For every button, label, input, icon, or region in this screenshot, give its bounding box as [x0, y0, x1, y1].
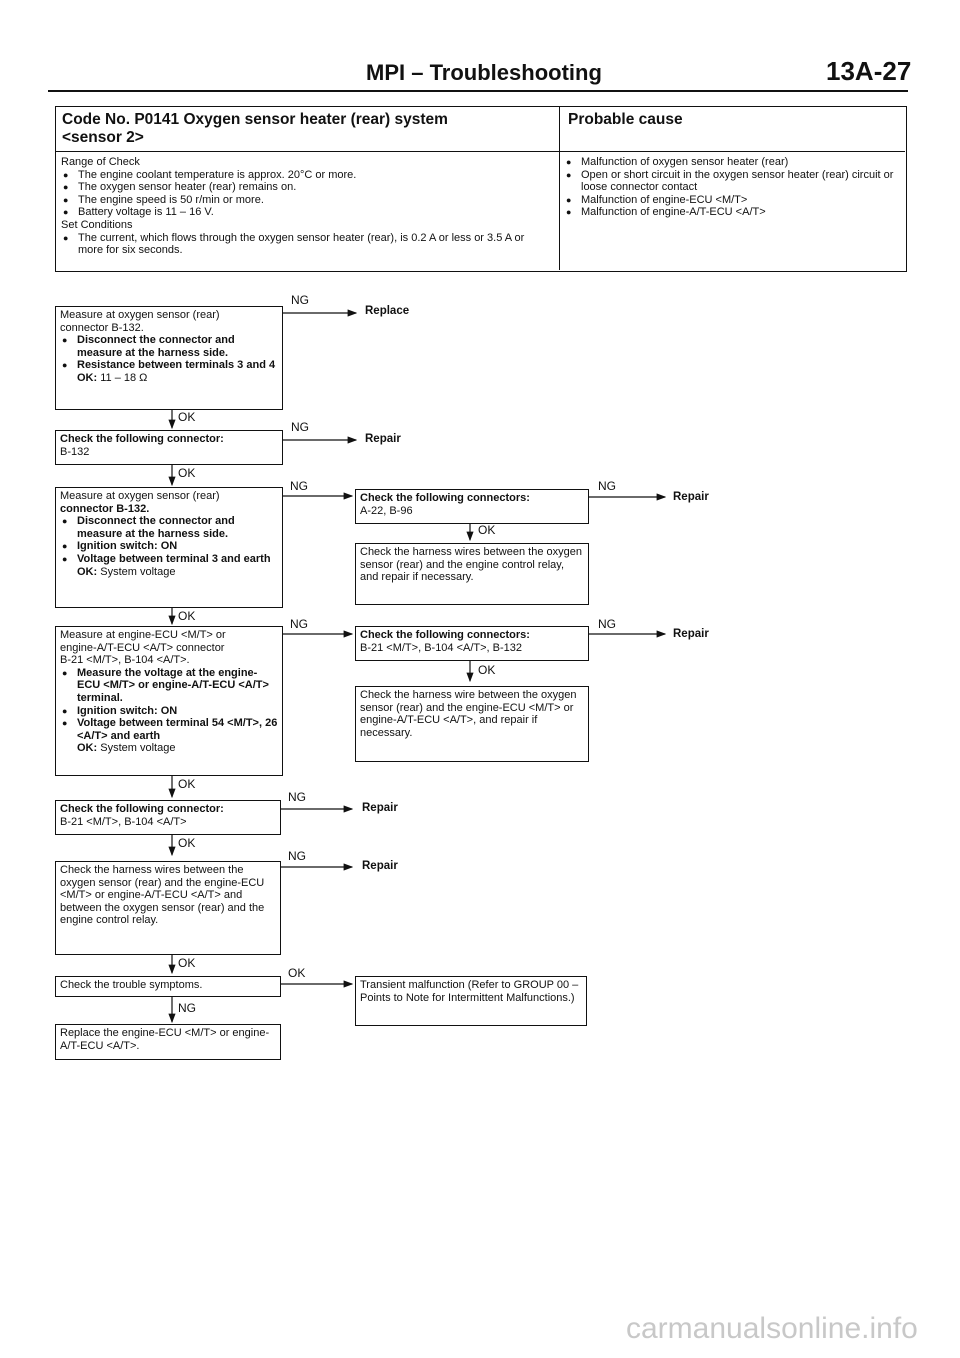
step3-branch-title: Check the following connectors: — [360, 492, 530, 504]
cause-item: ● Open or short circuit in the oxygen sensor heater (rear) circuit or loose connector contact — [564, 169, 899, 194]
step2-ok-flow-label: OK — [178, 466, 196, 480]
step3-line: Measure at oxygen sensor (rear) — [60, 490, 220, 502]
step3-box — [55, 487, 283, 608]
step1-ok-row — [60, 372, 278, 385]
step3-line: connector B-132. — [60, 502, 150, 515]
step4-branch-ng-label: NG — [598, 617, 616, 631]
step7-text: Check the trouble symptoms. — [60, 979, 203, 991]
step4-bullet: ● Voltage between terminal 54 <M/T>, 26 <A/T> and earth — [60, 717, 278, 742]
step1-box — [55, 306, 283, 410]
step4-line: Measure at engine-ECU <M/T> or — [60, 629, 226, 641]
step4-branch-ok-text: Check the harness wire between the oxygen sensor (rear) and the engine-ECU <M/T> or engine-A/T-ECU <A/T>, and repair if necessary. — [360, 689, 577, 739]
step4-bullets — [60, 667, 278, 743]
step5-title: Check the following connector: — [60, 803, 224, 815]
step5-sub: B-21 <M/T>, B-104 <A/T> — [60, 815, 187, 828]
step3-branch-ng-label: NG — [598, 479, 616, 493]
step1-ng-result: Replace — [365, 305, 410, 317]
step4-branch-ok-box — [355, 686, 589, 762]
step1-ok-value: 11 – 18 Ω — [100, 371, 148, 384]
code-title-line1: Code No. P0141 Oxygen sensor heater (rear) system — [62, 111, 448, 128]
step3-branch-ok-label: OK — [478, 523, 496, 537]
step4-box — [55, 626, 283, 776]
cause-item: ● Malfunction of engine-A/T-ECU <A/T> — [564, 206, 899, 219]
step3-branch-ok-text: Check the harness wires between the oxygen sensor (rear) and the engine control relay, and repair if necessary. — [360, 546, 582, 584]
step1-bullet: ● Resistance between terminals 3 and 4 — [60, 359, 278, 372]
watermark: carmanualsonline.info — [626, 1312, 918, 1345]
step2-ng-result: Repair — [365, 433, 401, 445]
step3-ok-label: OK: — [77, 565, 98, 578]
step2-ng-label: NG — [291, 420, 309, 434]
step3-bullets — [60, 515, 278, 565]
step1-ok-label: OK: — [77, 371, 98, 384]
step4-bullet: ● Measure the voltage at the engine-ECU <M/T> or engine-A/T-ECU <A/T> terminal. — [60, 667, 278, 705]
step2-sub: B-132 — [60, 445, 90, 458]
step7-ok-box — [355, 976, 587, 1026]
step4-ng-label: NG — [290, 617, 308, 631]
step1-line: connector B-132. — [60, 321, 144, 334]
step8-text: Replace the engine-ECU <M/T> or engine-A/T-ECU <A/T>. — [60, 1027, 270, 1052]
step4-ok-flow-label: OK — [178, 777, 196, 791]
step1-line: Measure at oxygen sensor (rear) — [60, 309, 220, 321]
step7-ok-result: Transient malfunction (Refer to GROUP 00 – Points to Note for Intermittent Malfunctions.) — [360, 979, 579, 1004]
step6-ng-result: Repair — [362, 860, 398, 872]
step4-line: B-21 <M/T>, B-104 <A/T>. — [60, 654, 190, 667]
step3-ok-flow-label: OK — [178, 609, 196, 623]
code-title-line2: <sensor 2> — [62, 129, 144, 146]
probable-cause-header: Probable cause — [568, 111, 683, 128]
step2-box — [55, 430, 283, 465]
step3-branch-ok-box — [355, 543, 589, 605]
step6-ng-label: NG — [288, 849, 306, 863]
range-item: ● Battery voltage is 11 – 16 V. — [61, 206, 551, 219]
step1-ng-label: NG — [291, 293, 309, 307]
step1-ok-flow-label: OK — [178, 410, 196, 424]
step7-ok-label: OK — [288, 966, 306, 980]
step3-branch-box — [355, 489, 589, 524]
step1-bullet: ● Disconnect the connector and measure at the harness side. — [60, 334, 278, 359]
step3-branch-sub: A-22, B-96 — [360, 504, 413, 517]
step5-ok-flow-label: OK — [178, 836, 196, 850]
step5-ng-label: NG — [288, 790, 306, 804]
step4-ok-value: System voltage — [100, 742, 176, 755]
range-of-check-label: Range of Check — [61, 156, 140, 168]
step4-line: engine-A/T-ECU <A/T> connector — [60, 641, 225, 654]
step1-bullets — [60, 334, 278, 372]
range-item: ● The engine speed is 50 r/min or more. — [61, 194, 551, 207]
range-item: ● The oxygen sensor heater (rear) remains on. — [61, 181, 551, 194]
step3-bullet: ● Ignition switch: ON — [60, 540, 278, 553]
step4-branch-title: Check the following connectors: — [360, 629, 530, 641]
step6-ok-flow-label: OK — [178, 956, 196, 970]
step4-branch-sub: B-21 <M/T>, B-104 <A/T>, B-132 — [360, 641, 523, 654]
step6-text: Check the harness wires between the oxygen sensor (rear) and the engine-ECU <M/T> or engine-A/T-ECU <A/T> and between the oxygen sensor (rear) and the engine control relay. — [60, 864, 265, 927]
step3-bullet: ● Voltage between terminal 3 and earth — [60, 553, 278, 566]
step5-box — [55, 800, 281, 835]
set-item: ● The current, which flows through the oxygen sensor heater (rear), is 0.2 A or less or 3.5 A or more for six seconds. — [61, 232, 551, 257]
step3-bullet: ● Disconnect the connector and measure at the harness side. — [60, 515, 278, 540]
step3-branch-ng-result: Repair — [673, 491, 709, 503]
range-item: ● The engine coolant temperature is approx. 20°C or more. — [61, 169, 551, 182]
step4-bullet: ● Ignition switch: ON — [60, 705, 278, 718]
step4-ok-row — [60, 742, 278, 755]
step3-ok-row — [60, 566, 278, 579]
step4-branch-box — [355, 626, 589, 661]
step2-title: Check the following connector: — [60, 433, 224, 445]
step7-box — [55, 976, 281, 997]
cause-item: ● Malfunction of engine-ECU <M/T> — [564, 194, 899, 207]
step3-ok-value: System voltage — [100, 565, 176, 578]
page-number: 13A-27 — [826, 56, 912, 86]
step8-box — [55, 1024, 281, 1060]
step5-ng-result: Repair — [362, 802, 398, 814]
cause-item: ● Malfunction of oxygen sensor heater (rear) — [564, 156, 899, 169]
step4-ok-label: OK: — [77, 742, 98, 755]
step4-branch-ok-label: OK — [478, 663, 496, 677]
step7-ng-flow-label: NG — [178, 1001, 196, 1015]
page-header-title: MPI – Troubleshooting — [366, 60, 602, 85]
set-conditions-label: Set Conditions — [61, 218, 133, 231]
step4-branch-ng-result: Repair — [673, 628, 709, 640]
step6-box — [55, 861, 281, 955]
step3-ng-label: NG — [290, 479, 308, 493]
